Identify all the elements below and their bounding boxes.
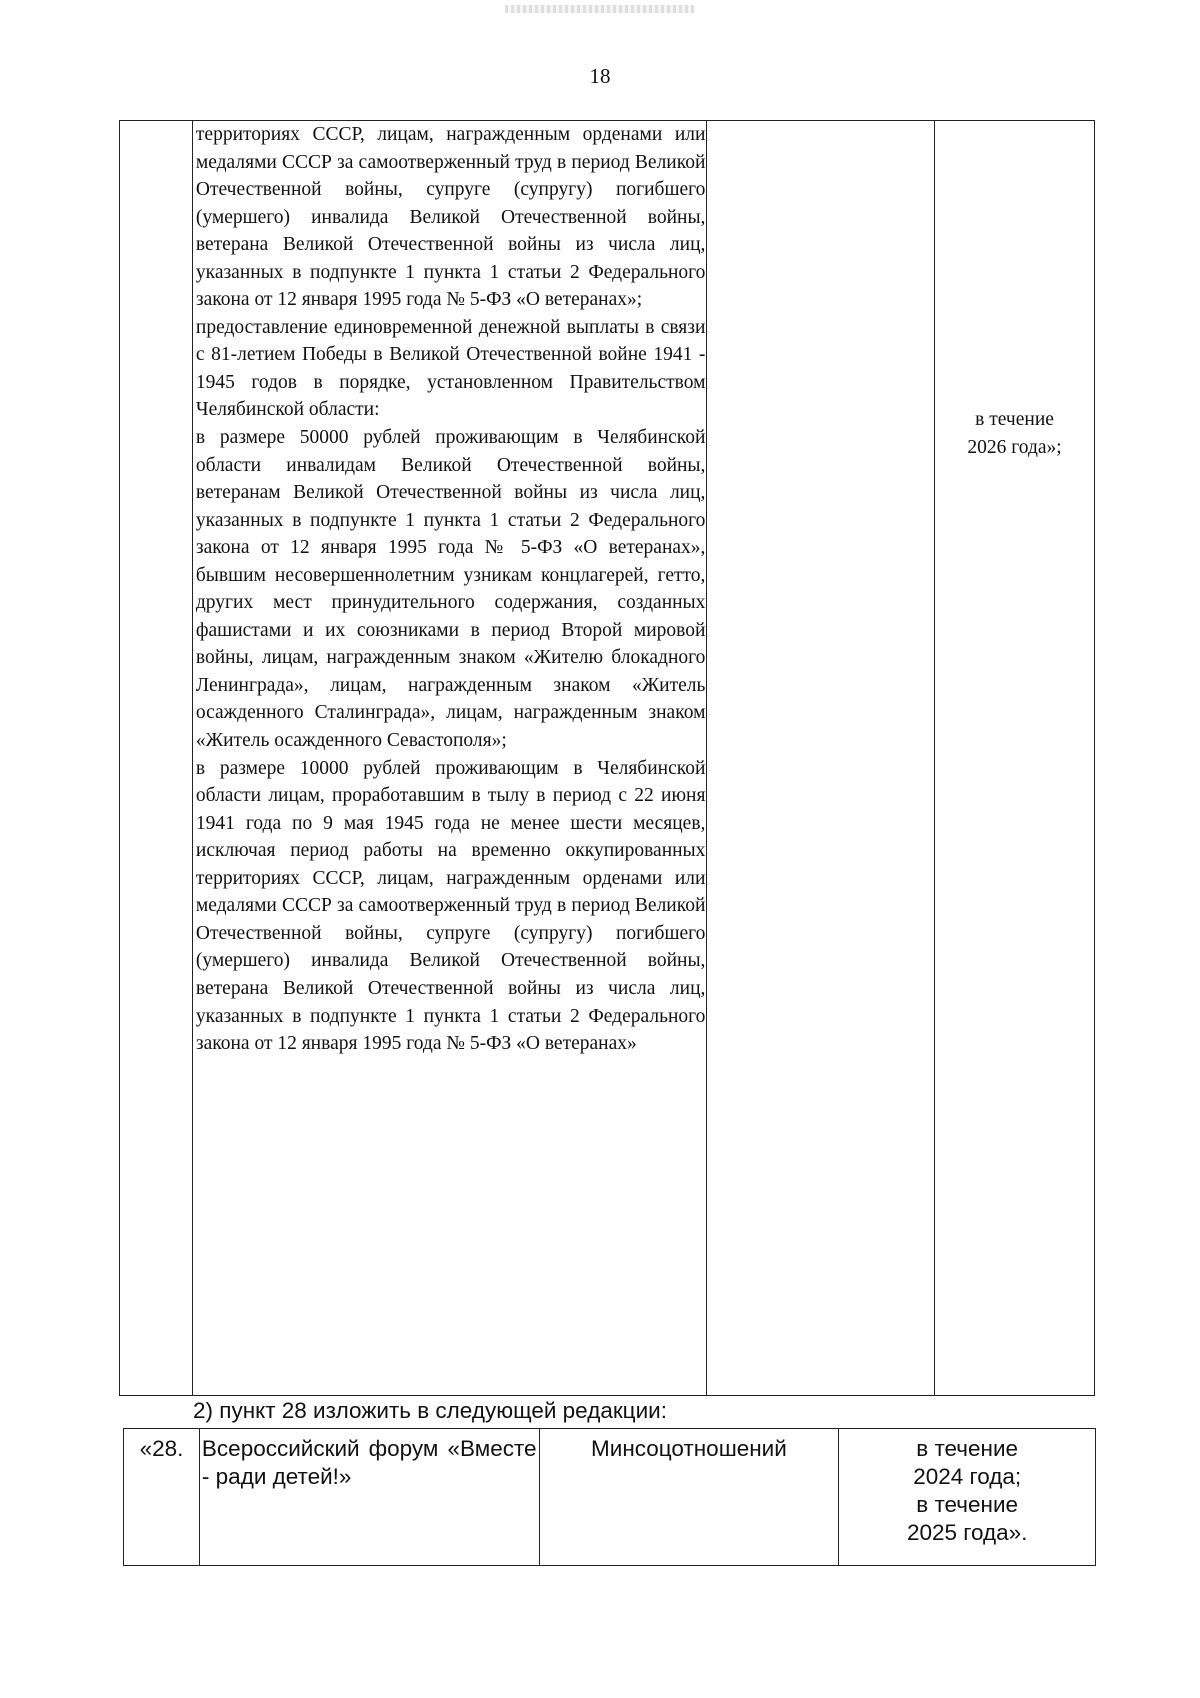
executor-name: Минсоцотношений [539, 1429, 839, 1566]
term-line: 2024 года; [913, 1464, 1022, 1489]
paragraph: в размере 50000 рублей проживающим в Челябинской области инвалидам Великой Отечественной войны, ветеранам Великой Отечественной войны из числа лиц, указанных в подпункте 1 пункта 1 статьи 2 Федерального закона от 12 января 1995 года № 5-ФЗ «О ветеранах», бывшим несовершеннолетним узникам концлагерей, гетто, других мест принудительного содержания, созданных фашистами и их союзниками в период Второй мировой войны, лицам, награжденным знаком «Жителю блокадного Ленинграда», лицам, награжденным знаком «Житель осажденного Сталинграда», лицам, награжденным знаком «Житель осажденного Севастополя»; [195, 427, 706, 752]
page-number: 18 [589, 64, 611, 88]
executor-cell [707, 121, 935, 1396]
term-cell [935, 121, 1095, 1396]
new-row-table [123, 1428, 1096, 1566]
term-cell [839, 1429, 1096, 1566]
term-line: 2025 года». [906, 1520, 1028, 1545]
scan-artifact [505, 5, 695, 13]
paragraph: в размере 10000 рублей проживающим в Челябинской области лицам, проработавшим в тылу в период с 22 июня 1941 года по 9 мая 1945 года не менее шести месяцев, исключая период работы на временно оккупированных территориях СССР, лицам, награжденным орденами или медалями СССР за самоотверженный труд в период Великой Отечественной войны, супруге (супругу) погибшего (умершего) инвалида Великой Отечественной войны, ветерана Великой Отечественной войны из числа лиц, указанных в подпункте 1 пункта 1 статьи 2 Федерального закона от 12 января 1995 года № 5-ФЗ «О ветеранах» [195, 757, 706, 1055]
content-cell [192, 121, 707, 1396]
term-line: в течение [916, 1492, 1019, 1517]
number-cell [120, 121, 193, 1396]
table-row [120, 121, 1095, 1396]
table-row [124, 1429, 1096, 1566]
amendment-instruction: 2) пункт 28 изложить в следующей редакции: [193, 1398, 667, 1423]
continuation-table [119, 120, 1095, 1396]
paragraph: территориях СССР, лицам, награжденным орденами или медалями СССР за самоотверженный труд в период Великой Отечественной войны, супруге (супругу) погибшего (умершего) инвалида Великой Отечественной войны, ветерана Великой Отечественной войны из числа лиц, указанных в подпункте 1 пункта 1 статьи 2 Федерального закона от 12 января 1995 года № 5-ФЗ «О ветеранах»; [195, 124, 706, 311]
term-line: в течение [916, 1436, 1019, 1461]
term-line: 2026 года»; [967, 436, 1062, 458]
row-number: «28. [124, 1429, 200, 1566]
term-line: в течение [975, 409, 1054, 430]
event-name: Всероссийский форум «Вместе - ради детей!» [199, 1429, 539, 1566]
paragraph: предоставление единовременной денежной выплаты в связи с 81-летием Победы в Великой Отечественной войне 1941 - 1945 годов в порядке, установленном Правительством Челябинской области: [195, 316, 706, 421]
